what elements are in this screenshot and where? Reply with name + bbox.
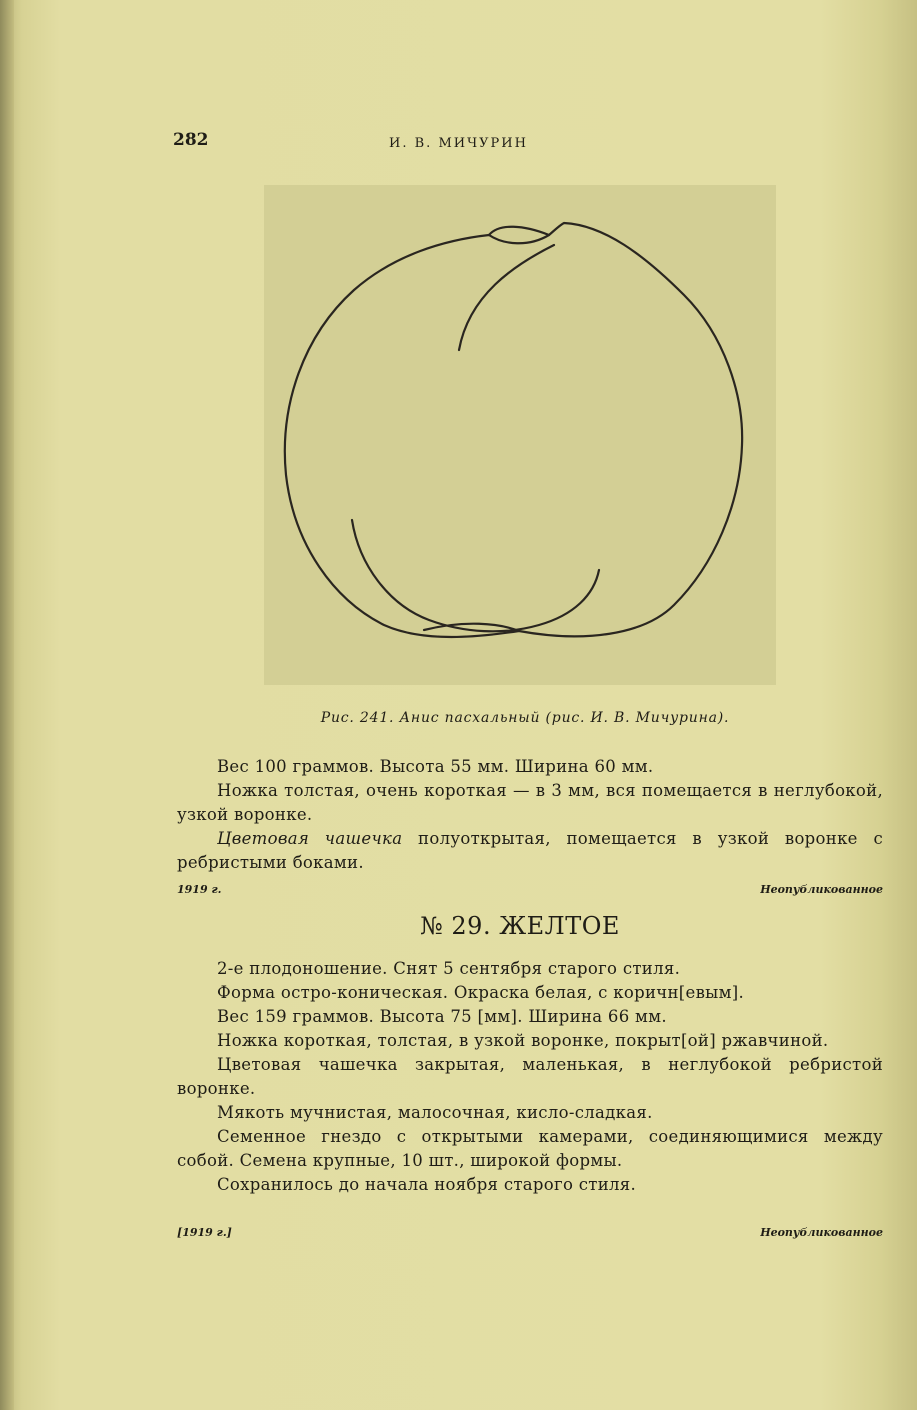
apple-bottom-curve (352, 520, 599, 631)
page-number: 282 (173, 130, 209, 150)
entry2-paragraph: Ножка короткая, толстая, в узкой воронке, покрыт[ой] ржавчиной. (217, 1031, 829, 1050)
entry1-date: 1919 г. (177, 883, 222, 896)
entry2-paragraph: Сохранилось до начала ноября старого стиля. (217, 1175, 637, 1194)
entry1-paragraph-rest: полуоткрытая, помещается в узкой воронке с ребристыми боками. (177, 829, 883, 872)
apple-outer-contour (285, 223, 742, 637)
running-head: И. В. МИЧУРИН (389, 136, 528, 151)
entry1-paragraph: Ножка толстая, очень короткая — в 3 мм, вся помещается в неглубокой, узкой воронке. (177, 781, 883, 824)
entry2-footer (177, 1226, 883, 1239)
entry1-footer (177, 883, 883, 896)
entry2-paragraph: Семенное гнездо с открытыми камерами, соединяющимися между собой. Семена крупные, 10 шт., широкой формы. (177, 1127, 883, 1170)
entry2-paragraph: Цветовая чашечка закрытая, маленькая, в неглубокой ребристой воронке. (177, 1055, 883, 1098)
entry1-status: Неопубликованное (760, 883, 883, 896)
book-spine-edge (0, 0, 14, 1410)
apple-stem-cavity (489, 227, 549, 235)
figure-caption: Рис. 241. Анис пасхальный (рис. И. В. Мичурина). (320, 710, 730, 726)
apple-outline-drawing (264, 185, 776, 685)
entry2-date: [1919 г.] (177, 1226, 232, 1239)
entry2-status: Неопубликованное (760, 1226, 883, 1239)
entry2-paragraph: Мякоть мучнистая, малосочная, кисло-сладкая. (217, 1103, 653, 1122)
entry1-paragraph: Вес 100 граммов. Высота 55 мм. Ширина 60 мм. (217, 757, 654, 776)
entry2-title: № 29. ЖЕЛТОЕ (420, 912, 620, 940)
entry2-body (177, 957, 883, 1197)
entry1-italic-term: Цветовая чашечка (217, 829, 403, 848)
entry2-paragraph: Форма остро-коническая. Окраска белая, с коричн[евым]. (217, 983, 745, 1002)
entry2-paragraph: Вес 159 граммов. Высота 75 [мм]. Ширина 66 мм. (217, 1007, 667, 1026)
entry2-paragraph: 2-е плодоношение. Снят 5 сентября старого стиля. (217, 959, 681, 978)
apple-drawing-figure (264, 185, 776, 685)
entry1-paragraph-calyx (177, 827, 883, 875)
entry1-body (177, 755, 883, 875)
apple-ridge-line (459, 245, 554, 350)
